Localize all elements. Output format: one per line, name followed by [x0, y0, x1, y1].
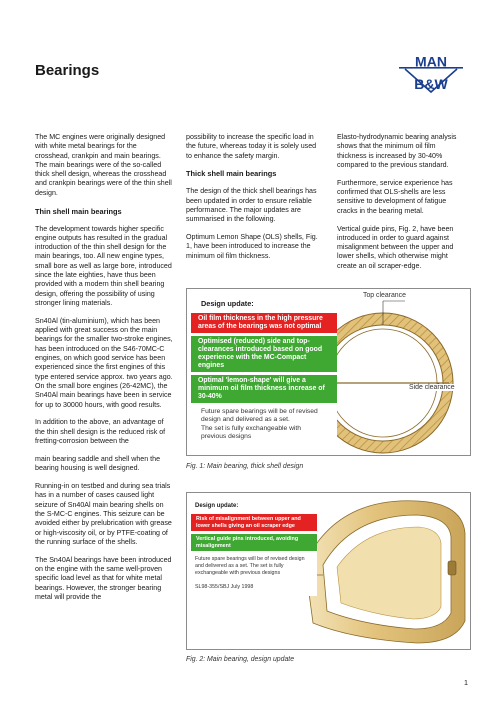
figure-2-bearing-update: [186, 492, 471, 650]
paragraph: Furthermore, service experience has confirmed that OLS-shells are less sensitive to development of fatigue cracks in the bearing metal.: [337, 178, 453, 215]
man-bw-logo: [398, 52, 464, 98]
paragraph: The development towards higher specific engine outputs has resulted in the gradual introduction of the thin shell design for the main bearings, too. All new engine types, small bore as well as large bore, introduced since the late eighties, have thus been provided with a modern thin shell bearing design, offering the possibility of using stronger lining materials.: [35, 224, 172, 307]
paragraph: The Sn40Al bearings have been introduced on the engine with the same well-proven specific load level as that for white metal bearings. However, the stronger bearing metal will provide the: [35, 555, 172, 601]
paragraph: possibility to increase the specific load in the future, whereas today it is solely used to enhance the safety margin.: [186, 133, 317, 160]
text-column-3: [337, 133, 467, 280]
paragraph: Optimum Lemon Shape (OLS) shells, Fig. 1, have been introduced to increase the minimum oil film thickness.: [186, 233, 318, 260]
figure-1-caption: Fig. 1: Main bearing, thick shell design: [186, 463, 304, 470]
side-clearance-label: Side clearance: [409, 384, 455, 391]
design-update-panel: [191, 299, 337, 444]
text-column-1: [35, 133, 173, 611]
note-line: The set is fully exchangeable with previous designs: [201, 424, 301, 441]
paragraph: Elasto-hydrodynamic bearing analysis shows that the minimum oil film thickness is increased by 30-40% compared to the previous standard.: [337, 133, 457, 169]
top-clearance-label: Top clearance: [363, 292, 406, 299]
paragraph: Running-in on testbed and during sea trials has in a number of cases caused light seizure of Sn40Al main bearing shells on the S-MC-C engines. This seizure can be avoided either by prelubrication with grease or high-viscosity oil, or by PTFE-coating of the running surface of the shells.: [35, 482, 172, 546]
note-line: Future spare bearings will be of revised design and delivered as a set.: [201, 408, 318, 424]
paragraph: The design of the thick shell bearings has been updated in order to ensure reliable performance. The major updates are summarised in the following.: [186, 187, 317, 224]
paragraph: Vertical guide pins, Fig. 2, have been introduced in order to guard against misalignment between the upper and lower shells, which otherwise might create an oil scraper-edge.: [337, 224, 454, 270]
page-number: 1: [464, 678, 468, 687]
design-update-panel: [191, 503, 317, 596]
panel-note: [191, 406, 337, 444]
document-reference: SL98-355/SBJ July 1998: [195, 584, 254, 591]
text-column-2: [186, 133, 320, 270]
section-heading-thin-shell: Thin shell main bearings: [35, 206, 122, 216]
figure-1-thick-shell-bearing: [186, 288, 471, 456]
panel-note: Future spare bearings will be of revised design and delivered as a set. The set is fully exchangeable with previous designs: [195, 556, 305, 576]
svg-text:MAN: MAN: [415, 53, 447, 70]
panel-title: Design update:: [201, 299, 254, 308]
solution-box: Vertical guide pins introduced, avoiding misalignment: [191, 534, 317, 551]
problem-box: Risk of misalignment between upper and lower shells giving an oil scraper edge: [191, 514, 317, 531]
paragraph: Sn40Al (tin-aluminium), which has been applied with great success on the main bearings for the smaller two-stroke engines, has been introduced on the S46-70MC-C engines, on which good service has been experienced since the first engines of this type entered service approx. two years ago. On the small bore engines (26-42MC), the Sn40Al main bearings have been in service for up to 30000 hours, with good results.: [35, 316, 173, 409]
page-title: Bearings: [35, 62, 100, 79]
paragraph: The MC engines were originally designed with white metal bearings for the crosshead, crankpin and main bearings. The main bearings were of the so-called thick shell design, whereas the crosshead and crankpin bearings were of the thin shell design.: [35, 133, 172, 197]
figure-2-caption: Fig. 2: Main bearing, design update: [186, 656, 295, 663]
problem-box: Oil film thickness in the high pressure areas of the bearings was not optimal: [191, 313, 337, 333]
paragraph: main bearing saddle and shell when the bearing housing is well designed.: [35, 454, 161, 473]
svg-text:B&W: B&W: [414, 76, 448, 92]
paragraph: In addition to the above, an advantage of the thin shell design is the reduced risk of fretting-corrosion between the: [35, 418, 166, 445]
solution-box: Optimal 'lemon-shape' will give a minimum oil film thickness increase of 30-40%: [191, 375, 337, 403]
solution-box: Optimised (reduced) side and top-clearances introduced based on good experience with the MC-Compact engines: [191, 336, 337, 372]
section-heading-thick-shell: Thick shell main bearings: [186, 169, 277, 179]
panel-title: Design update:: [195, 503, 239, 509]
